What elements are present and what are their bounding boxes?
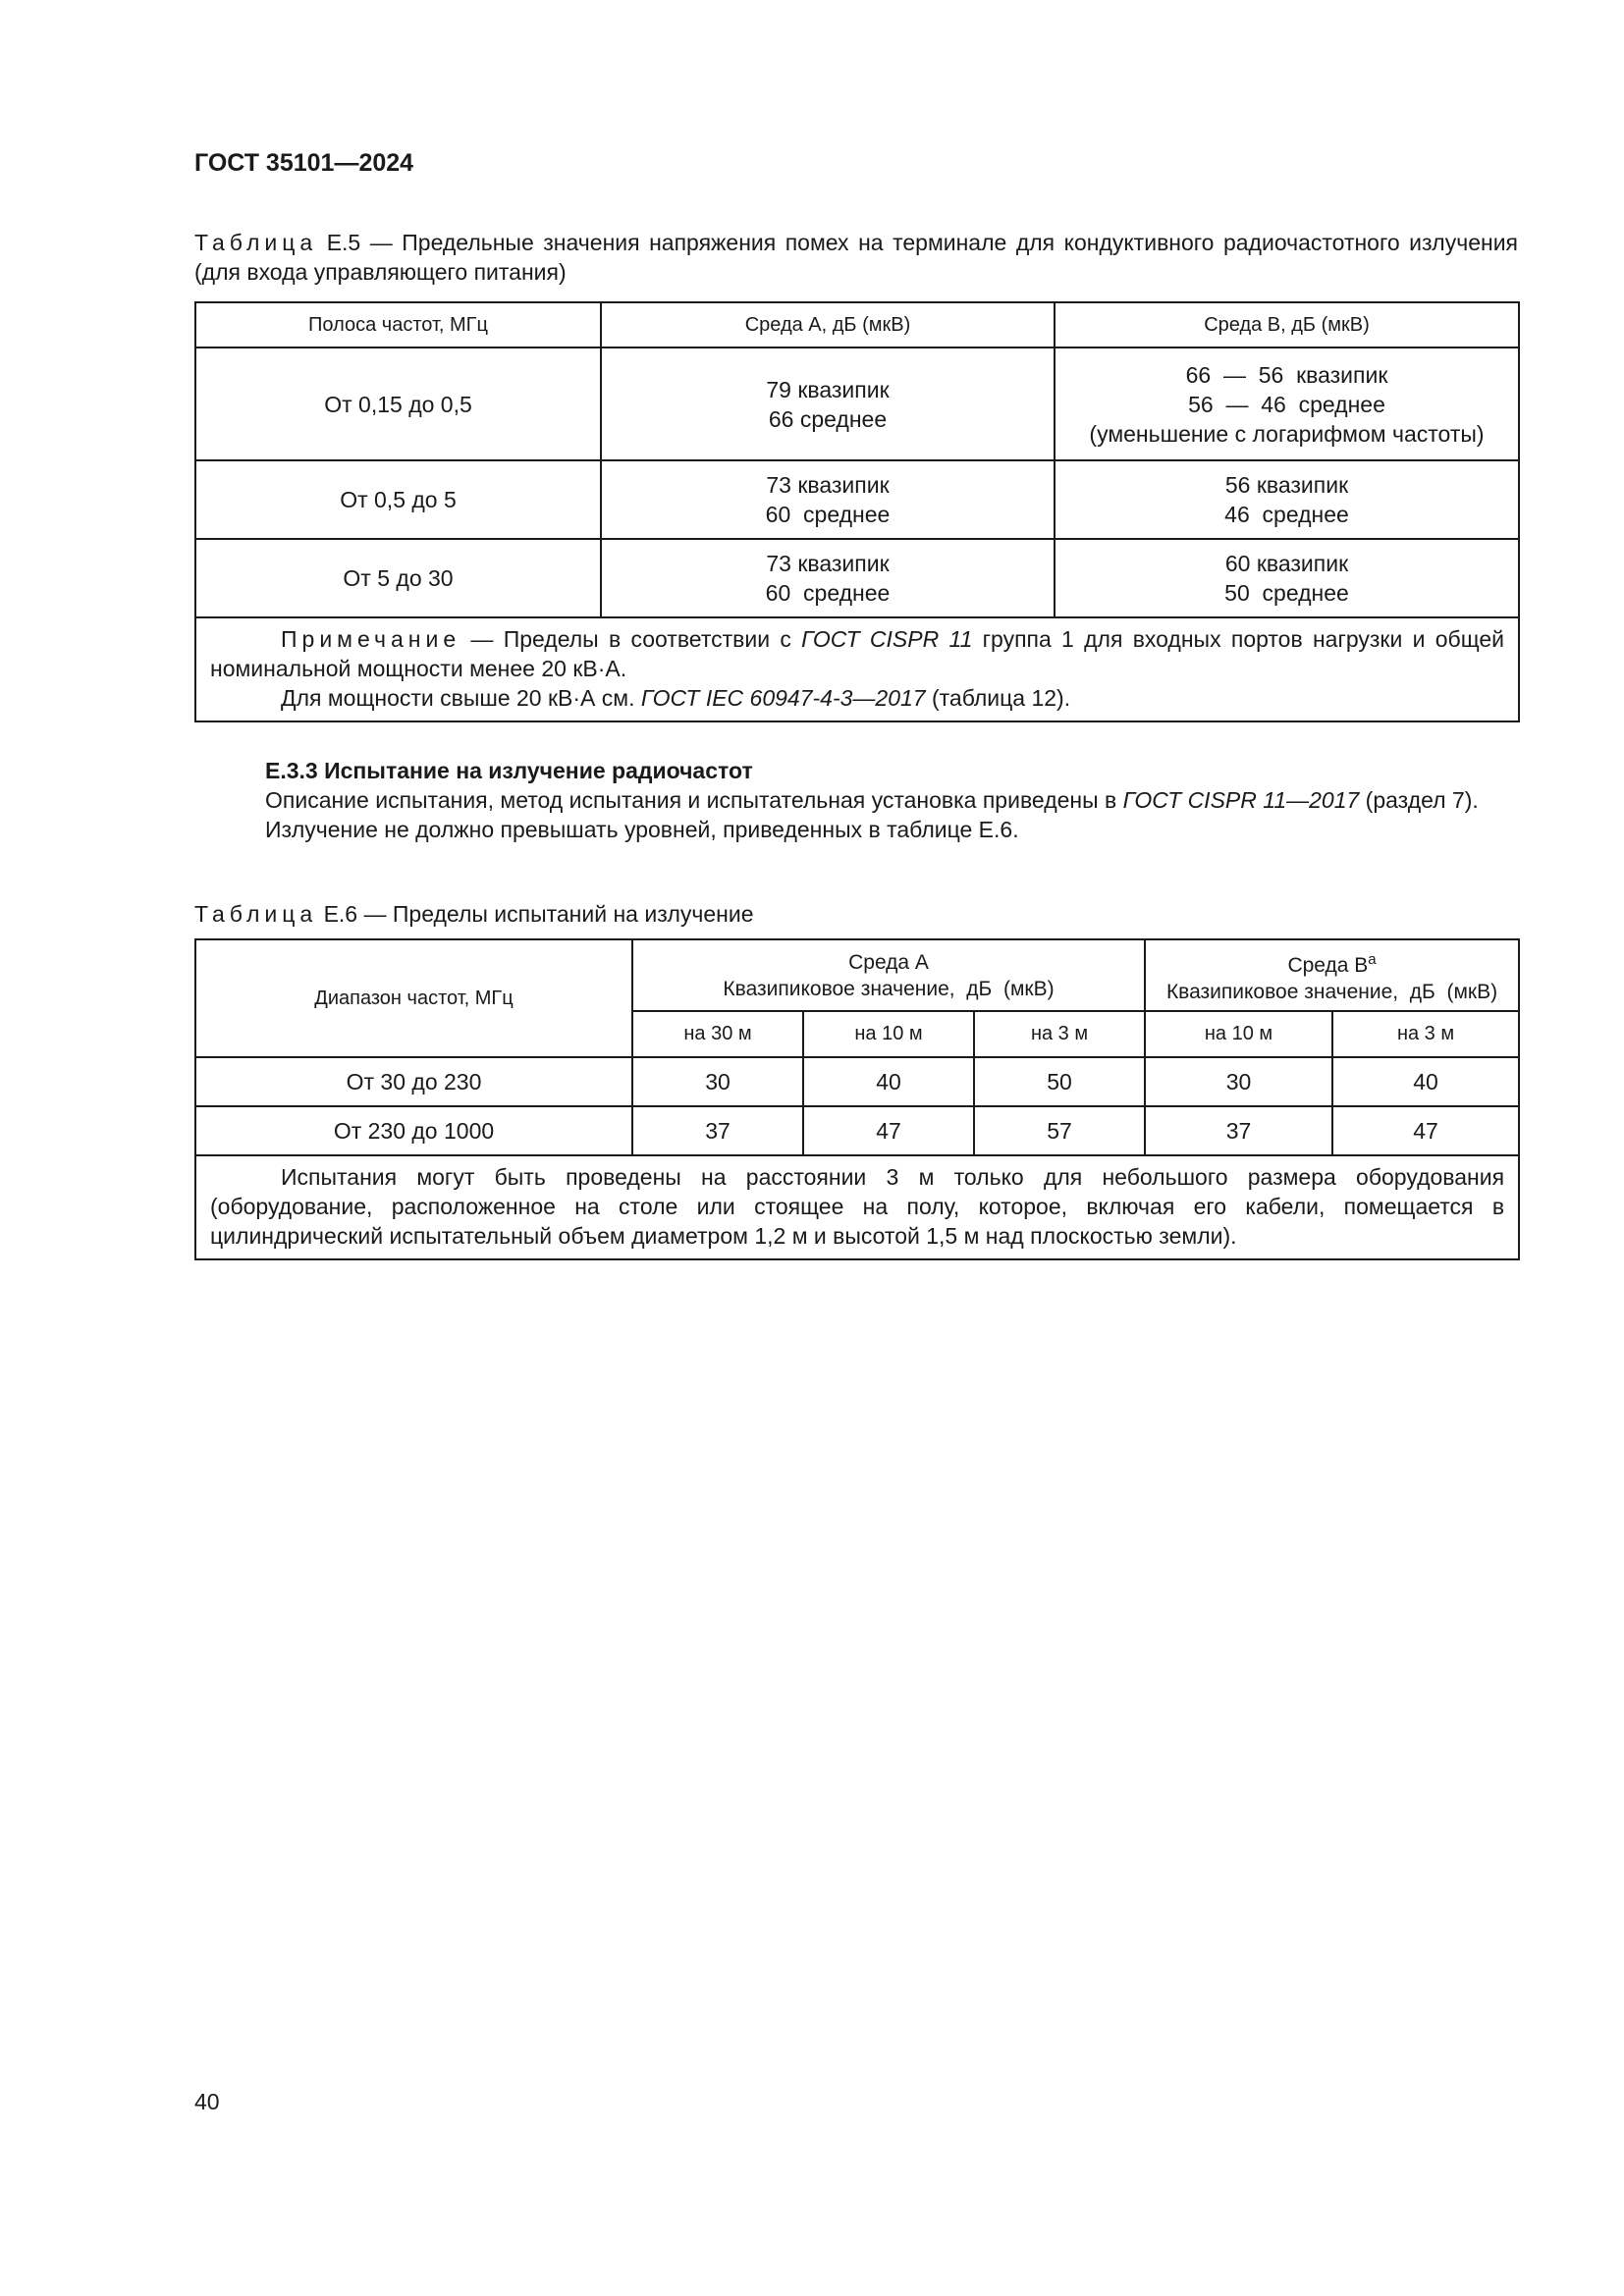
note-text: (таблица 12). bbox=[925, 685, 1071, 711]
footnote-marker: a bbox=[1368, 950, 1377, 968]
env-b-average: 50 среднее bbox=[1224, 580, 1349, 606]
table-row bbox=[195, 1057, 1519, 1106]
value-cell: 47 bbox=[803, 1106, 974, 1155]
table-e6-header-range: Диапазон частот, МГц bbox=[195, 939, 632, 1057]
section-paragraph-1 bbox=[194, 785, 1518, 815]
env-b-title bbox=[1146, 946, 1518, 979]
paragraph-text: Описание испытания, метод испытания и испытательная установка приведены в bbox=[265, 787, 1123, 813]
table-e5-env-b-cell bbox=[1055, 539, 1519, 617]
note-reference: ГОСТ IEC 60947-4-3—2017 bbox=[640, 685, 926, 711]
table-e6-note-text: Испытания могут быть проведены на расстоянии 3 м только для небольшого размера оборудования (оборудование, расположенное на столе или стоящее на полу, которое, включая его кабели, помещается в цилиндрический испытательный объем диаметром 1,2 м и высотой 1,5 м над плоскостью земли). bbox=[210, 1164, 1505, 1249]
section-e33 bbox=[194, 756, 1518, 844]
section-paragraph-2: Излучение не должно превышать уровней, приведенных в таблице Е.6. bbox=[265, 817, 1019, 842]
table-e6 bbox=[194, 938, 1520, 1260]
value-cell: 37 bbox=[632, 1106, 803, 1155]
env-b-remark: (уменьшение с логарифмом частоты) bbox=[1089, 420, 1485, 447]
table-e5-caption-text: Е.5 — Предельные значения напряжения помех на терминале для кондуктивного радиочастотного излучения (для входа управляющего питания) bbox=[194, 230, 1518, 285]
value-cell: 40 bbox=[803, 1057, 974, 1106]
table-e5-note bbox=[195, 617, 1519, 721]
table-e6-header-row bbox=[195, 939, 1519, 1011]
frequency-range-cell: От 30 до 230 bbox=[195, 1057, 632, 1106]
table-e5-env-a-cell bbox=[601, 347, 1055, 460]
distance-header: на 30 м bbox=[632, 1011, 803, 1057]
paragraph-reference: ГОСТ CISPR 11—2017 bbox=[1122, 787, 1360, 813]
table-e6-caption-label: Таблица bbox=[194, 901, 318, 927]
env-a-subtitle: Квазипиковое значение, дБ (мкВ) bbox=[723, 977, 1055, 1000]
note-text: Для мощности свыше 20 кВ·А см. bbox=[281, 685, 641, 711]
value-cell: 50 bbox=[974, 1057, 1145, 1106]
env-a-quasi-peak: 73 квазипик bbox=[766, 472, 890, 498]
env-b-title-text: Среда В bbox=[1287, 953, 1369, 977]
value-cell: 40 bbox=[1332, 1057, 1519, 1106]
env-b-quasi-peak: 56 квазипик bbox=[1224, 472, 1349, 498]
table-row bbox=[195, 460, 1519, 539]
env-a-average: 66 среднее bbox=[768, 405, 888, 432]
table-e5-env-a-cell bbox=[601, 539, 1055, 617]
table-e5-band-cell: От 5 до 30 bbox=[195, 539, 601, 617]
table-e6-note-row bbox=[195, 1155, 1519, 1259]
env-a-title: Среда А bbox=[848, 950, 929, 974]
table-e5-env-a-cell bbox=[601, 460, 1055, 539]
table-e6-caption-text: Е.6 — Пределы испытаний на излучение bbox=[317, 901, 754, 927]
table-e5-note-line2 bbox=[210, 683, 1504, 713]
table-e5-header-env-a: Среда А, дБ (мкВ) bbox=[601, 302, 1055, 347]
env-b-average: 46 среднее bbox=[1224, 502, 1349, 527]
table-e5-caption bbox=[194, 228, 1518, 287]
distance-header: на 10 м bbox=[1145, 1011, 1332, 1057]
distance-header: на 3 м bbox=[1332, 1011, 1519, 1057]
env-a-quasi-peak: 79 квазипик bbox=[766, 376, 890, 402]
env-a-average: 60 среднее bbox=[765, 502, 891, 527]
env-b-quasi-peak: 66 — 56 квазипик bbox=[1185, 361, 1388, 388]
table-e5-note-line1 bbox=[210, 624, 1504, 683]
table-e5-env-b-cell bbox=[1055, 347, 1519, 460]
table-e5-header-row bbox=[195, 302, 1519, 347]
note-label: Примечание bbox=[281, 626, 461, 652]
page-number: 40 bbox=[194, 2089, 220, 2114]
paragraph-text: (раздел 7). bbox=[1359, 787, 1479, 813]
table-e6-header-env-b bbox=[1145, 939, 1519, 1011]
env-b-subtitle: Квазипиковое значение, дБ (мкВ) bbox=[1165, 980, 1498, 1003]
table-e5-header-band: Полоса частот, МГц bbox=[195, 302, 601, 347]
env-b-average: 56 — 46 среднее bbox=[1188, 391, 1385, 417]
note-reference: ГОСТ CISPR 11 bbox=[801, 626, 973, 652]
table-e5-band-cell: От 0,15 до 0,5 bbox=[195, 347, 601, 460]
env-a-quasi-peak: 73 квазипик bbox=[766, 551, 890, 576]
distance-header: на 3 м bbox=[974, 1011, 1145, 1057]
value-cell: 30 bbox=[632, 1057, 803, 1106]
table-e6-header-env-a bbox=[632, 939, 1145, 1011]
table-e5 bbox=[194, 301, 1520, 722]
table-row bbox=[195, 539, 1519, 617]
table-e5-env-b-cell bbox=[1055, 460, 1519, 539]
table-e6-caption bbox=[194, 899, 1518, 929]
table-e5-header-env-b: Среда В, дБ (мкВ) bbox=[1055, 302, 1519, 347]
document-header: ГОСТ 35101—2024 bbox=[194, 149, 414, 177]
frequency-range-cell: От 230 до 1000 bbox=[195, 1106, 632, 1155]
table-row bbox=[195, 1106, 1519, 1155]
value-cell: 47 bbox=[1332, 1106, 1519, 1155]
value-cell: 57 bbox=[974, 1106, 1145, 1155]
table-row bbox=[195, 347, 1519, 460]
table-e5-band-cell: От 0,5 до 5 bbox=[195, 460, 601, 539]
value-cell: 30 bbox=[1145, 1057, 1332, 1106]
note-text: — Пределы в соответствии с bbox=[460, 626, 802, 652]
table-e5-caption-label: Таблица bbox=[194, 230, 318, 255]
table-e5-note-row bbox=[195, 617, 1519, 721]
section-heading: Е.3.3 Испытание на излучение радиочастот bbox=[265, 758, 753, 783]
note-text: группа 1 для входных портов нагрузки и общей номинальной мощности менее 20 кВ·А. bbox=[210, 626, 1504, 681]
env-a-average: 60 среднее bbox=[765, 580, 891, 606]
value-cell: 37 bbox=[1145, 1106, 1332, 1155]
distance-header: на 10 м bbox=[803, 1011, 974, 1057]
env-b-quasi-peak: 60 квазипик bbox=[1224, 551, 1349, 576]
table-e6-note bbox=[195, 1155, 1519, 1259]
